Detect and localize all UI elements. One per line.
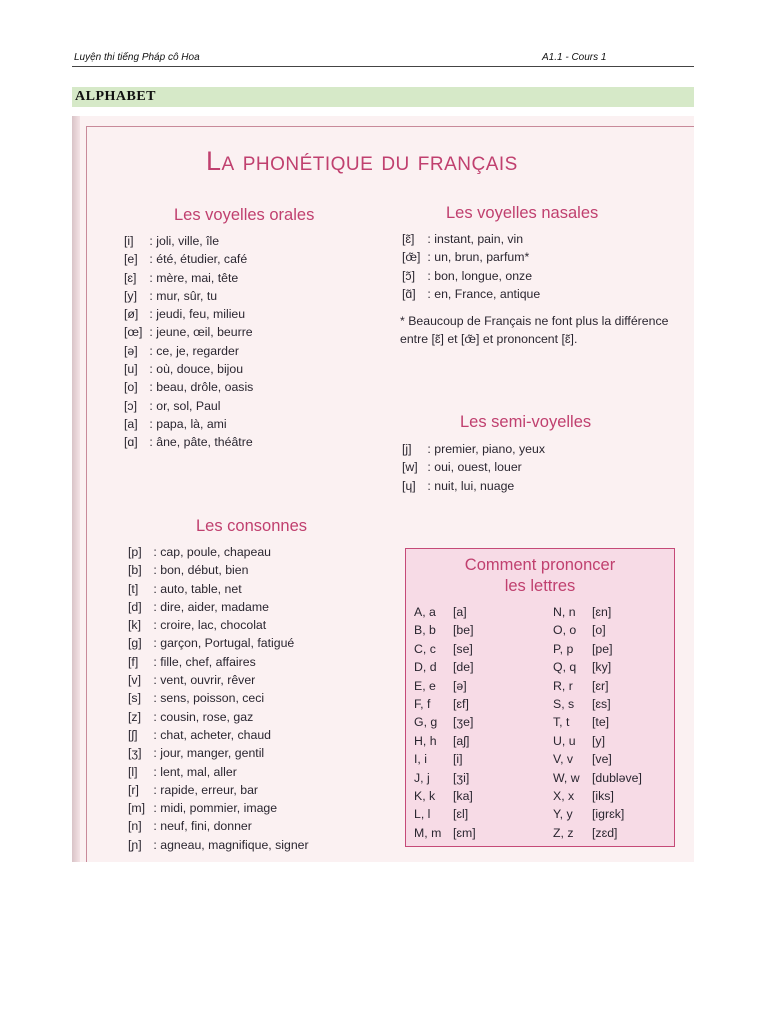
letters-box <box>405 548 675 847</box>
oral-vowel-row <box>124 435 253 453</box>
phoneme-symbol: [w] <box>402 460 418 475</box>
page-title: La phonétique du français <box>206 146 518 176</box>
letter-pronunciation: [ɛn] <box>592 605 612 619</box>
phoneme-symbol: [œ] <box>124 325 143 340</box>
example-words: : mère, mai, tête <box>149 270 239 285</box>
nasal-vowel-row <box>402 250 540 268</box>
letter-name: Z, z <box>553 825 574 840</box>
example-words: : âne, pâte, théâtre <box>149 435 253 450</box>
letter-pronunciation: [ʒe] <box>453 715 474 730</box>
oral-vowel-row <box>124 234 253 252</box>
letter-name: O, o <box>553 623 577 638</box>
section-band <box>72 87 694 107</box>
phoneme-symbol: [n] <box>128 819 142 834</box>
example-words: : rapide, erreur, bar <box>153 782 258 797</box>
phoneme-symbol: [m] <box>128 801 146 816</box>
consonant-row <box>128 838 309 856</box>
letter-row <box>414 660 476 678</box>
letter-pronunciation: [be] <box>453 623 474 638</box>
semi-vowel-row <box>402 479 545 497</box>
letter-name: B, b <box>414 623 436 638</box>
oral-vowel-row <box>124 252 253 270</box>
example-words: : premier, piano, yeux <box>427 442 545 456</box>
consonants-list <box>128 545 309 856</box>
letter-row <box>414 789 476 807</box>
phoneme-symbol: [o] <box>124 380 138 395</box>
phoneme-symbol: [ɥ] <box>402 478 416 493</box>
phoneme-symbol: [j] <box>402 442 412 456</box>
letter-row <box>553 697 642 715</box>
header-left-text: Luyện thi tiếng Pháp cô Hoa <box>74 52 200 63</box>
phoneme-symbol: [ɔ] <box>124 398 137 413</box>
letter-name: F, f <box>414 696 431 711</box>
phoneme-symbol: [ɑ̃] <box>402 286 416 301</box>
phoneme-symbol: [ɲ] <box>128 837 142 852</box>
phoneme-symbol: [k] <box>128 618 141 633</box>
example-words: : midi, pommier, image <box>153 801 278 816</box>
letter-name: C, c <box>414 641 436 656</box>
oral-vowel-row <box>124 307 253 325</box>
letter-row <box>414 734 476 752</box>
example-words: : été, étudier, café <box>149 252 248 267</box>
consonant-row <box>128 582 309 600</box>
nasal-vowel-row <box>402 232 540 250</box>
nasal-vowel-row <box>402 287 540 305</box>
example-words: : oui, ouest, louer <box>427 460 522 475</box>
oral-vowel-row <box>124 380 253 398</box>
oral-vowel-row <box>124 399 253 417</box>
phoneme-symbol: [u] <box>124 362 138 377</box>
letter-pronunciation: [ɛr] <box>592 678 609 693</box>
letter-name: G, g <box>414 715 438 730</box>
nasal-vowels-list <box>402 232 540 305</box>
letter-pronunciation: [ɛf] <box>453 696 469 711</box>
consonant-row <box>128 655 309 673</box>
phoneme-symbol: [b] <box>128 563 142 578</box>
example-words: : dire, aider, madame <box>153 599 269 614</box>
letter-pronunciation: [ky] <box>592 660 612 675</box>
phoneme-symbol: [ə] <box>124 343 138 358</box>
oral-vowel-row <box>124 362 253 380</box>
phoneme-symbol: [e] <box>124 252 138 267</box>
letters-title-line2: les lettres <box>504 577 576 595</box>
example-words: : où, douce, bijou <box>149 362 244 377</box>
letter-row <box>553 642 642 660</box>
header-rule <box>72 66 694 67</box>
letter-name: Y, y <box>553 807 573 822</box>
consonants-heading: Les consonnes <box>196 517 307 535</box>
letter-name: E, e <box>414 678 436 693</box>
letter-row <box>414 771 476 789</box>
letter-pronunciation: [i] <box>453 752 463 767</box>
consonant-row <box>128 545 309 563</box>
phoneme-symbol: [ʒ] <box>128 746 142 761</box>
consonant-row <box>128 783 309 801</box>
example-words: : un, brun, parfum* <box>427 250 530 265</box>
letter-pronunciation: [y] <box>592 733 605 748</box>
oral-vowels-list <box>124 234 253 454</box>
example-words: : beau, drôle, oasis <box>149 380 254 395</box>
letter-row <box>414 715 476 733</box>
oral-vowel-row <box>124 417 253 435</box>
phoneme-symbol: [g] <box>128 636 142 651</box>
phoneme-symbol: [ɛ] <box>124 270 137 285</box>
letter-row <box>414 752 476 770</box>
letter-pronunciation: [o] <box>592 623 606 638</box>
consonant-row <box>128 765 309 783</box>
example-words: : en, France, antique <box>427 286 541 301</box>
letter-row <box>553 660 642 678</box>
letter-row <box>553 826 642 844</box>
phoneme-symbol: [ɔ̃] <box>402 268 415 283</box>
example-words: : cap, poule, chapeau <box>153 545 272 559</box>
letter-row <box>553 734 642 752</box>
phoneme-symbol: [d] <box>128 599 142 614</box>
letter-row <box>553 605 642 623</box>
letter-row <box>553 623 642 641</box>
letters-box-title <box>406 555 674 597</box>
consonant-row <box>128 636 309 654</box>
semi-vowel-row <box>402 460 545 478</box>
example-words: : cousin, rose, gaz <box>153 709 254 724</box>
example-words: : papa, là, ami <box>149 416 227 431</box>
oral-vowel-row <box>124 271 253 289</box>
letter-name: V, v <box>553 752 574 767</box>
oral-vowel-row <box>124 344 253 362</box>
semi-vowel-row <box>402 442 545 460</box>
letter-name: H, h <box>414 733 437 748</box>
consonant-row <box>128 819 309 837</box>
letter-pronunciation: [zɛd] <box>592 825 618 840</box>
letter-row <box>553 771 642 789</box>
phoneme-symbol: [œ̃] <box>402 250 421 265</box>
letter-row <box>553 715 642 733</box>
phoneme-symbol: [s] <box>128 691 141 706</box>
letter-name: W, w <box>553 770 580 785</box>
phoneme-symbol: [a] <box>124 416 138 431</box>
letters-title-line1: Comment prononcer <box>464 556 616 574</box>
phoneme-symbol: [ʃ] <box>128 727 138 742</box>
example-words: : vent, ouvrir, rêver <box>153 673 256 688</box>
nasal-note: * Beaucoup de Français ne font plus la différence entre [ɛ̃] et [œ̃] et prononcent [ɛ̃]. <box>400 314 669 346</box>
semi-vowels-heading: Les semi-voyelles <box>460 413 592 431</box>
letter-row <box>414 605 476 623</box>
phoneme-symbol: [v] <box>128 673 141 688</box>
phoneme-symbol: [f] <box>128 654 139 669</box>
phoneme-symbol: [p] <box>128 545 142 559</box>
phoneme-symbol: [y] <box>124 288 137 303</box>
letter-name: K, k <box>414 788 436 803</box>
letter-name: M, m <box>414 825 442 840</box>
example-words: : lent, mal, aller <box>153 764 237 779</box>
letter-pronunciation: [se] <box>453 641 473 656</box>
letter-pronunciation: [iks] <box>592 788 614 803</box>
example-words: : jeudi, feu, milieu <box>149 307 246 322</box>
letter-name: S, s <box>553 696 575 711</box>
consonant-row <box>128 618 309 636</box>
example-words: : garçon, Portugal, fatigué <box>153 636 295 651</box>
consonant-row <box>128 691 309 709</box>
letter-name: U, u <box>553 733 576 748</box>
scanned-page <box>72 116 694 862</box>
letter-row <box>414 826 476 844</box>
letter-pronunciation: [ɛm] <box>453 825 476 840</box>
letters-right-column <box>553 605 642 844</box>
page-header <box>72 52 694 66</box>
letter-pronunciation: [dubləve] <box>592 770 642 785</box>
example-words: : ce, je, regarder <box>149 343 239 358</box>
consonant-row <box>128 710 309 728</box>
example-words: : nuit, lui, nuage <box>427 478 515 493</box>
letter-row <box>553 752 642 770</box>
letter-row <box>414 679 476 697</box>
nasal-vowels-heading: Les voyelles nasales <box>446 204 599 222</box>
example-words: : fille, chef, affaires <box>153 654 256 669</box>
letter-pronunciation: [pe] <box>592 641 613 656</box>
letter-row <box>553 679 642 697</box>
letter-pronunciation: [ka] <box>453 788 473 803</box>
example-words: : bon, début, bien <box>153 563 249 578</box>
example-words: : joli, ville, île <box>149 234 220 248</box>
consonant-row <box>128 563 309 581</box>
letter-name: I, i <box>414 752 427 767</box>
example-words: : neuf, fini, donner <box>153 819 252 834</box>
consonant-row <box>128 746 309 764</box>
example-words: : auto, table, net <box>153 581 242 596</box>
letter-pronunciation: [ə] <box>453 678 467 693</box>
example-words: : agneau, magnifique, signer <box>153 837 309 852</box>
consonant-row <box>128 728 309 746</box>
phoneme-symbol: [ø] <box>124 307 139 322</box>
letters-left-column <box>414 605 476 844</box>
example-words: : or, sol, Paul <box>149 398 221 413</box>
letter-row <box>414 623 476 641</box>
letter-name: N, n <box>553 605 576 619</box>
oral-vowel-row <box>124 289 253 307</box>
example-words: : jeune, œil, beurre <box>149 325 253 340</box>
letter-name: P, p <box>553 641 574 656</box>
example-words: : chat, acheter, chaud <box>153 727 272 742</box>
letter-pronunciation: [ɛs] <box>592 696 611 711</box>
letter-row <box>553 807 642 825</box>
letter-name: A, a <box>414 605 436 619</box>
consonant-row <box>128 801 309 819</box>
letter-row <box>414 697 476 715</box>
letter-pronunciation: [igrɛk] <box>592 807 625 822</box>
letter-name: X, x <box>553 788 575 803</box>
phoneme-symbol: [z] <box>128 709 141 724</box>
letter-pronunciation: [ve] <box>592 752 612 767</box>
oral-vowel-row <box>124 325 253 343</box>
oral-vowels-heading: Les voyelles orales <box>174 206 315 224</box>
example-words: : bon, longue, onze <box>427 268 533 283</box>
phoneme-symbol: [r] <box>128 782 139 797</box>
letter-pronunciation: [ʒi] <box>453 770 470 785</box>
example-words: : sens, poisson, ceci <box>153 691 265 706</box>
page-fold-shadow <box>72 116 80 862</box>
header-right-text: A1.1 - Cours 1 <box>542 52 607 63</box>
consonant-row <box>128 600 309 618</box>
example-words: : instant, pain, vin <box>427 232 524 246</box>
letter-name: L, l <box>414 807 431 822</box>
phoneme-symbol: [ɛ̃] <box>402 232 415 246</box>
section-heading: ALPHABET <box>75 89 157 104</box>
letter-name: R, r <box>553 678 573 693</box>
example-words: : jour, manger, gentil <box>153 746 265 761</box>
nasal-vowel-row <box>402 269 540 287</box>
semi-vowels-list <box>402 442 545 497</box>
letter-name: J, j <box>414 770 430 785</box>
phoneme-symbol: [t] <box>128 581 139 596</box>
consonant-row <box>128 673 309 691</box>
example-words: : croire, lac, chocolat <box>153 618 267 633</box>
letter-pronunciation: [a] <box>453 605 467 619</box>
letter-pronunciation: [ɛl] <box>453 807 469 822</box>
phoneme-symbol: [l] <box>128 764 138 779</box>
letter-row <box>553 789 642 807</box>
phoneme-symbol: [i] <box>124 234 134 248</box>
letter-name: T, t <box>553 715 570 730</box>
example-words: : mur, sûr, tu <box>149 288 218 303</box>
letter-name: D, d <box>414 660 437 675</box>
phoneme-symbol: [ɑ] <box>124 435 138 450</box>
letter-pronunciation: [aʃ] <box>453 733 470 748</box>
letter-pronunciation: [te] <box>592 715 610 730</box>
letter-pronunciation: [de] <box>453 660 474 675</box>
letter-row <box>414 642 476 660</box>
letter-row <box>414 807 476 825</box>
letter-name: Q, q <box>553 660 577 675</box>
